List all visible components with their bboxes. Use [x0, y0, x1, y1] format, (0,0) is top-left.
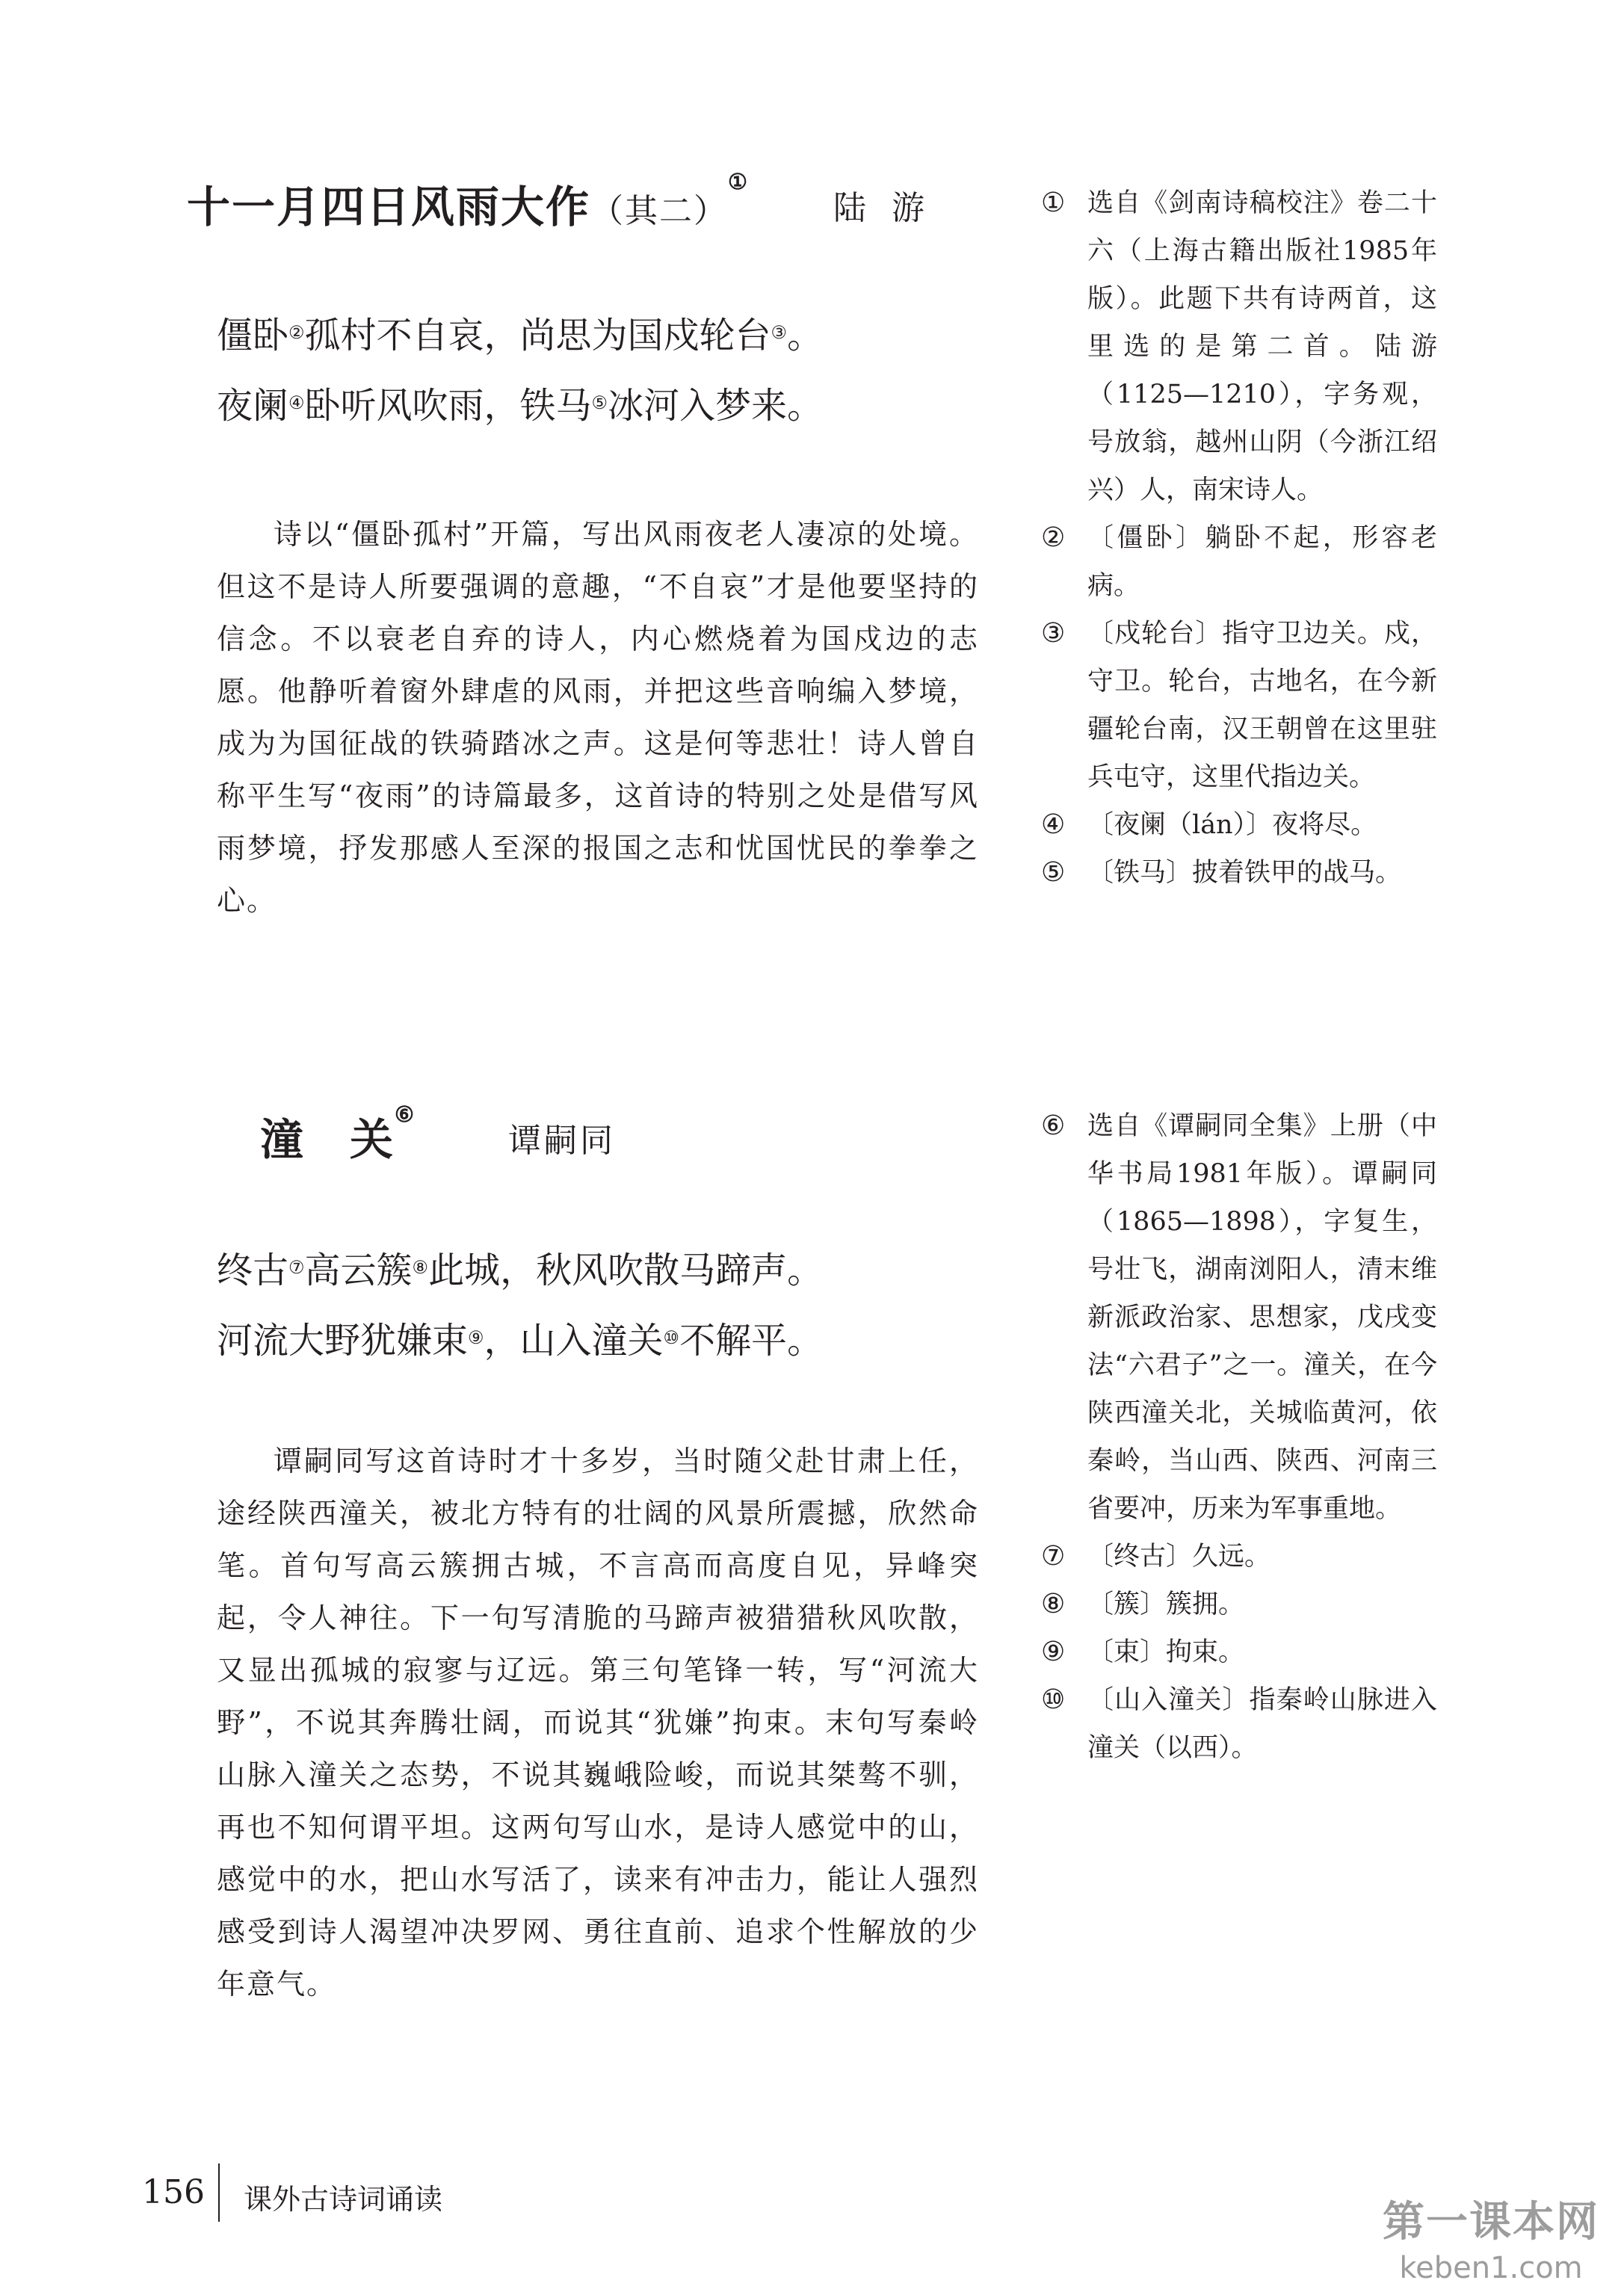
note-number: ⑥ — [1041, 1111, 1066, 1141]
footnote-marker-7[interactable]: ⑦ — [288, 1257, 305, 1279]
poem2-line-1-part-c: 此城，秋风吹散马蹄声。 — [428, 1250, 824, 1291]
note-number: ③ — [1041, 618, 1066, 649]
note-10 — [1041, 1676, 1437, 1772]
note-text: 〔簇〕簇拥。 — [1087, 1590, 1245, 1619]
poem2-line-2-part-c: 不解平。 — [679, 1320, 824, 1362]
note-number: ⑦ — [1041, 1541, 1066, 1572]
footnote-marker-8[interactable]: ⑧ — [412, 1257, 429, 1279]
note-text: 〔终古〕久远。 — [1087, 1542, 1271, 1572]
poem1-line-1-part-a: 僵卧 — [217, 315, 289, 356]
poem1-title-footnote-marker[interactable]: ① — [728, 168, 750, 194]
poem2-line-1-part-a: 终古 — [217, 1250, 289, 1291]
footnote-marker-3[interactable]: ③ — [771, 322, 788, 344]
note-text: 〔戍轮台〕指守卫边关。戍，守卫。轮台，古地名，在今新疆轮台南，汉王朝曾在这里驻兵屯守，这里代指边关。 — [1087, 619, 1437, 792]
note-4 — [1041, 801, 1437, 849]
poem2-line-2-part-a: 河流大野犹嫌束 — [217, 1320, 469, 1362]
watermark — [1379, 2196, 1603, 2288]
footnote-marker-10[interactable]: ⑩ — [663, 1327, 680, 1349]
note-text: 〔山入潼关〕指秦岭山脉进入潼关（以西）。 — [1087, 1685, 1437, 1763]
note-number: ② — [1041, 522, 1066, 553]
page-number: 156 — [142, 2173, 205, 2211]
note-number: ④ — [1041, 809, 1066, 840]
footnote-marker-9[interactable]: ⑨ — [468, 1327, 484, 1349]
note-number: ⑨ — [1041, 1637, 1066, 1667]
poem1-line-1 — [217, 300, 823, 371]
poem2-line-2-part-b: ，山入潼关 — [484, 1320, 664, 1362]
poem2-line-2 — [217, 1306, 823, 1376]
note-number: ⑤ — [1041, 857, 1066, 888]
note-9 — [1041, 1628, 1437, 1676]
note-text: 选自《谭嗣同全集》上册（中华书局1981年版）。谭嗣同（1865—1898），字复生，号壮飞，湖南浏阳人，清末维新派政治家、思想家，戊戌变法“六君子”之一。潼关，在今陕西潼关北，关城临黄河，依秦岭，当山西、陕西、河南三省要冲，历来为军事重地。 — [1087, 1111, 1437, 1524]
poem1-line-2-part-b: 卧听风吹雨，铁马 — [304, 385, 592, 427]
poem2-title-text: 潼 关 — [260, 1114, 395, 1165]
footer-divider — [218, 2163, 220, 2222]
note-5 — [1041, 849, 1437, 897]
poem1-line-1-part-c: 。 — [787, 315, 824, 356]
note-1 — [1041, 179, 1437, 514]
poem2-notes — [1041, 1102, 1437, 1772]
footnote-marker-5[interactable]: ⑤ — [591, 392, 608, 414]
poem2-body — [217, 1235, 823, 1376]
footnote-marker-2[interactable]: ② — [288, 322, 305, 344]
watermark-site-name: 第一课本网 — [1383, 2198, 1599, 2246]
note-number: ① — [1041, 188, 1066, 218]
note-text: 〔束〕拘束。 — [1087, 1637, 1245, 1667]
note-text: 〔夜阑（lán）〕夜将尽。 — [1087, 810, 1377, 840]
note-text: 选自《剑南诗稿校注》卷二十六（上海古籍出版社1985年版）。此题下共有诗两首，这里选的是第二首。陆游（1125—1210），字务观，号放翁，越州山阴（今浙江绍兴）人，南宋诗人。 — [1087, 188, 1437, 505]
poem1-line-1-part-b: 孤村不自哀，尚思为国戍轮台 — [304, 315, 771, 356]
note-text: 〔僵卧〕躺卧不起，形容老病。 — [1087, 523, 1437, 601]
poem2-commentary: 谭嗣同写这首诗时才十多岁，当时随父赴甘肃上任，途经陕西潼关，被北方特有的壮阔的风景所震撼，欣然命笔。首句写高云簇拥古城，不言高而高度自见，异峰突起，令人神往。下一句写清脆的马蹄声被猎猎秋风吹散，又显出孤城的寂寥与辽远。第三句笔锋一转，写“河流大野”，不说其奔腾壮阔，而说其“犹嫌”拘束。末句写秦岭山脉入潼关之态势，不说其巍峨险峻，而说其桀骜不驯，再也不知何谓平坦。这两句写山水，是诗人感觉中的山，感觉中的水，把山水写活了，读来有冲击力，能让人强烈感受到诗人渴望冲决罗网、勇往直前、追求个性解放的少年意气。 — [217, 1445, 979, 2001]
poem2-line-1 — [217, 1235, 823, 1306]
note-number: ⑧ — [1041, 1589, 1066, 1619]
footnote-marker-4[interactable]: ④ — [288, 392, 305, 414]
note-8 — [1041, 1581, 1437, 1628]
poem1-body — [217, 300, 823, 441]
poem1-line-2 — [217, 371, 823, 441]
note-6 — [1041, 1102, 1437, 1533]
watermark-domain: keben1.com — [1399, 2251, 1583, 2285]
note-text: 〔铁马〕披着铁甲的战马。 — [1087, 858, 1402, 888]
poem2-title — [260, 1101, 416, 1167]
note-2 — [1041, 514, 1437, 610]
poem1-line-2-part-c: 冰河入梦来。 — [608, 385, 824, 427]
note-number: ⑩ — [1041, 1684, 1066, 1715]
book-title: 课外古诗词诵读 — [244, 2183, 443, 2216]
poem1-author: 陆游 — [833, 189, 950, 227]
poem1-title-text: 十一月四日风雨大作 — [187, 182, 591, 232]
note-3 — [1041, 610, 1437, 801]
poem1-notes — [1041, 179, 1437, 897]
poem1-title-paren: （其二） — [590, 192, 729, 230]
poem1-commentary: 诗以“僵卧孤村”开篇，写出风雨夜老人凄凉的处境。但这不是诗人所要强调的意趣，“不自哀”才是他要坚持的信念。不以衰老自弃的诗人，内心燃烧着为国戍边的志愿。他静听着窗外肆虐的风雨，并把这些音响编入梦境，成为为国征战的铁骑踏冰之声。这是何等悲壮！诗人曾自称平生写“夜雨”的诗篇最多，这首诗的特别之处是借写风雨梦境，抒发那感人至深的报国之志和忧国忧民的拳拳之心。 — [217, 518, 979, 917]
poem1-line-2-part-a: 夜阑 — [217, 385, 289, 427]
note-7 — [1041, 1533, 1437, 1581]
poem2-author: 谭嗣同 — [508, 1122, 616, 1160]
poem2-line-1-part-b: 高云簇 — [304, 1250, 413, 1291]
poem2-title-footnote-marker[interactable]: ⑥ — [395, 1101, 416, 1127]
poem1-title — [187, 168, 750, 235]
